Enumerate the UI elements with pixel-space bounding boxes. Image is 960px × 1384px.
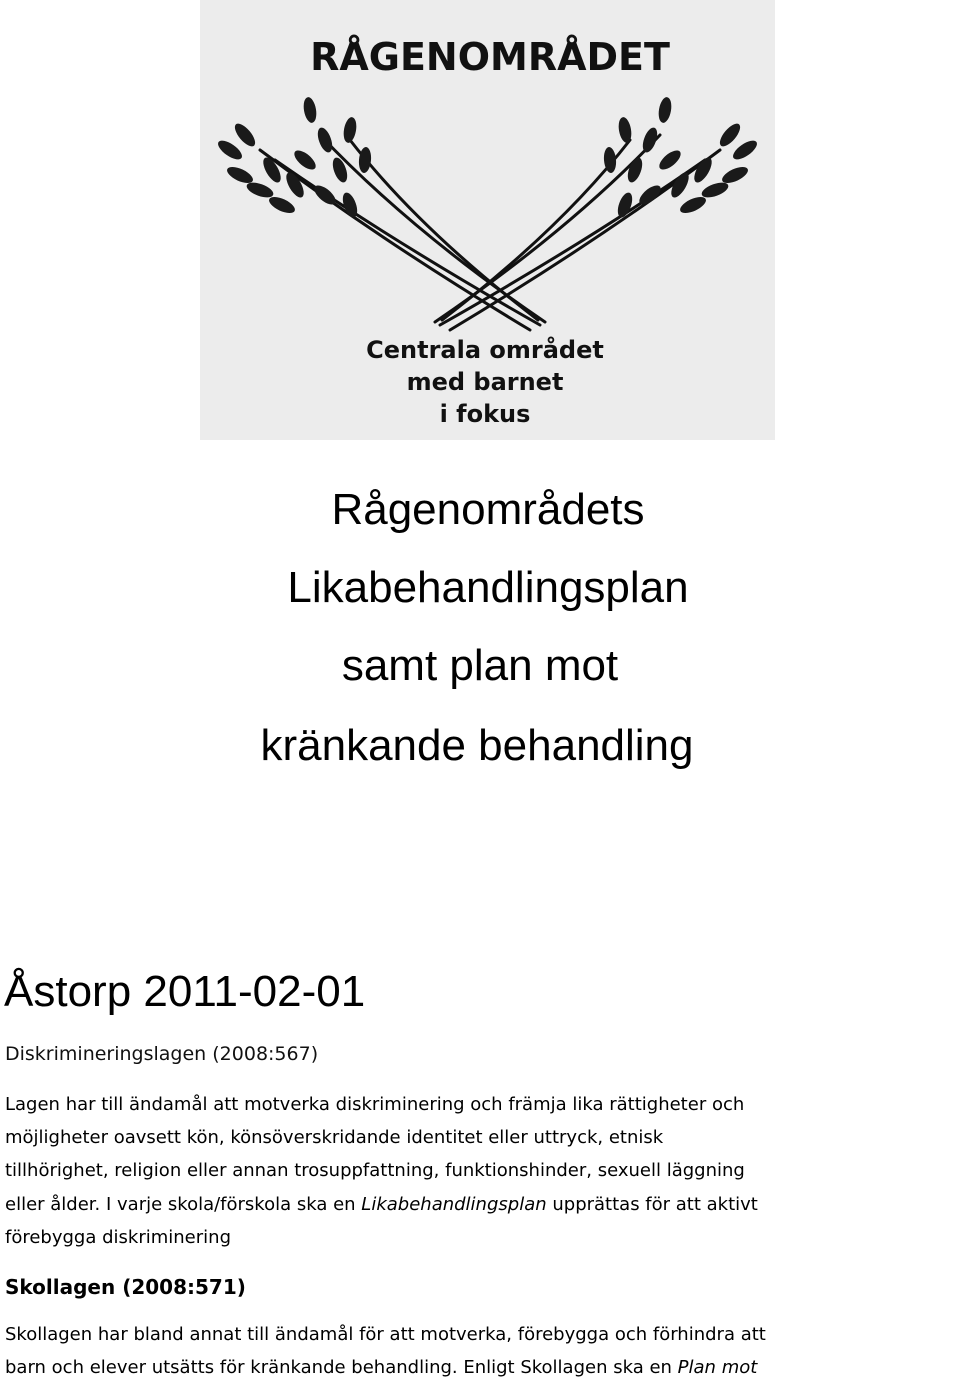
paragraph-line: tillhörighet, religion eller annan trosuppfattning, funktionshinder, sexuell läggning: [5, 1160, 745, 1181]
paragraph-line: Lagen har till ändamål att motverka diskriminering och främja lika rättigheter och: [5, 1094, 745, 1115]
section-heading-skollagen: Skollagen (2008:571): [5, 1275, 246, 1299]
logo-tagline-line-1: Centrala området: [366, 336, 604, 364]
paragraph-line: möjligheter oavsett kön, könsöverskridande identitet eller uttryck, etnisk: [5, 1127, 664, 1148]
title-line-4: kränkande behandling: [260, 721, 694, 770]
paragraph-line: Skollagen har bland annat till ändamål för att motverka, förebygga och förhindra att: [5, 1324, 766, 1345]
title-line-2: Likabehandlingsplan: [287, 563, 689, 612]
logo-tagline-line-2: med barnet: [406, 368, 564, 396]
section-heading-diskrimineringslagen: Diskrimineringslagen (2008:567): [5, 1043, 319, 1065]
logo-name: RÅGENOMRÅDET: [310, 35, 670, 79]
title-line-1: Rågenområdets: [331, 485, 645, 534]
plan-mot-term: Plan mot: [677, 1357, 758, 1378]
paragraph-text: eller ålder. I varje skola/förskola ska en: [5, 1194, 362, 1215]
paragraph-line: förebygga diskriminering: [5, 1227, 231, 1248]
paragraph-text: upprättas för att aktivt: [546, 1194, 758, 1215]
place-and-date: Åstorp 2011-02-01: [4, 967, 366, 1016]
logo-tagline-line-3: i fokus: [439, 400, 531, 428]
ragenomradet-logo: [200, 0, 775, 440]
paragraph-text: barn och elever utsätts för kränkande behandling. Enligt Skollagen ska en: [5, 1357, 678, 1378]
paragraph-line: [5, 1355, 757, 1381]
likabehandlingsplan-term: Likabehandlingsplan: [361, 1194, 547, 1215]
title-line-3: samt plan mot: [341, 641, 619, 690]
paragraph-line: [5, 1192, 758, 1218]
